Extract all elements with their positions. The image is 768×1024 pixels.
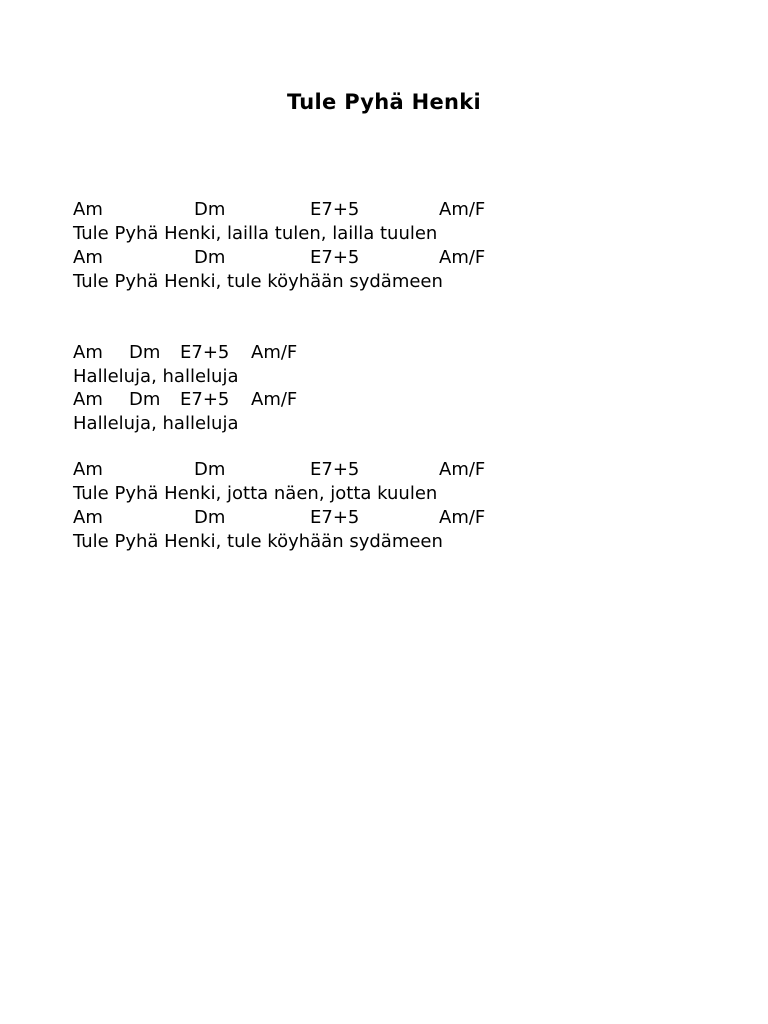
chord: Dm bbox=[194, 247, 226, 268]
chord: E7+5 bbox=[310, 507, 360, 528]
lyric-line: Tule Pyhä Henki, jotta näen, jotta kuulen bbox=[73, 483, 438, 504]
lyric-line: Tule Pyhä Henki, tule köyhään sydämeen bbox=[73, 271, 443, 292]
chord: Am bbox=[73, 459, 103, 480]
chord: E7+5 bbox=[180, 342, 230, 363]
chord: Am bbox=[73, 389, 103, 410]
lyric-line: Halleluja, halleluja bbox=[73, 366, 239, 387]
lyric-line: Halleluja, halleluja bbox=[73, 413, 239, 434]
chord: Dm bbox=[194, 507, 226, 528]
chord: Am/F bbox=[251, 389, 298, 410]
chord: Am/F bbox=[439, 199, 486, 220]
chord: Dm bbox=[129, 342, 161, 363]
chord: E7+5 bbox=[310, 247, 360, 268]
lyric-line: Tule Pyhä Henki, tule köyhään sydämeen bbox=[73, 531, 443, 552]
chord: Am bbox=[73, 507, 103, 528]
chord: E7+5 bbox=[310, 459, 360, 480]
chord: Am/F bbox=[439, 459, 486, 480]
chord: Dm bbox=[194, 459, 226, 480]
chord: E7+5 bbox=[310, 199, 360, 220]
chord: Am/F bbox=[439, 507, 486, 528]
chord: E7+5 bbox=[180, 389, 230, 410]
chord: Dm bbox=[194, 199, 226, 220]
chord: Am/F bbox=[251, 342, 298, 363]
song-title: Tule Pyhä Henki bbox=[286, 90, 482, 114]
chord: Am bbox=[73, 342, 103, 363]
chord: Am bbox=[73, 247, 103, 268]
lyric-line: Tule Pyhä Henki, lailla tulen, lailla tuulen bbox=[73, 223, 438, 244]
chord: Am/F bbox=[439, 247, 486, 268]
chord: Dm bbox=[129, 389, 161, 410]
chord: Am bbox=[73, 199, 103, 220]
